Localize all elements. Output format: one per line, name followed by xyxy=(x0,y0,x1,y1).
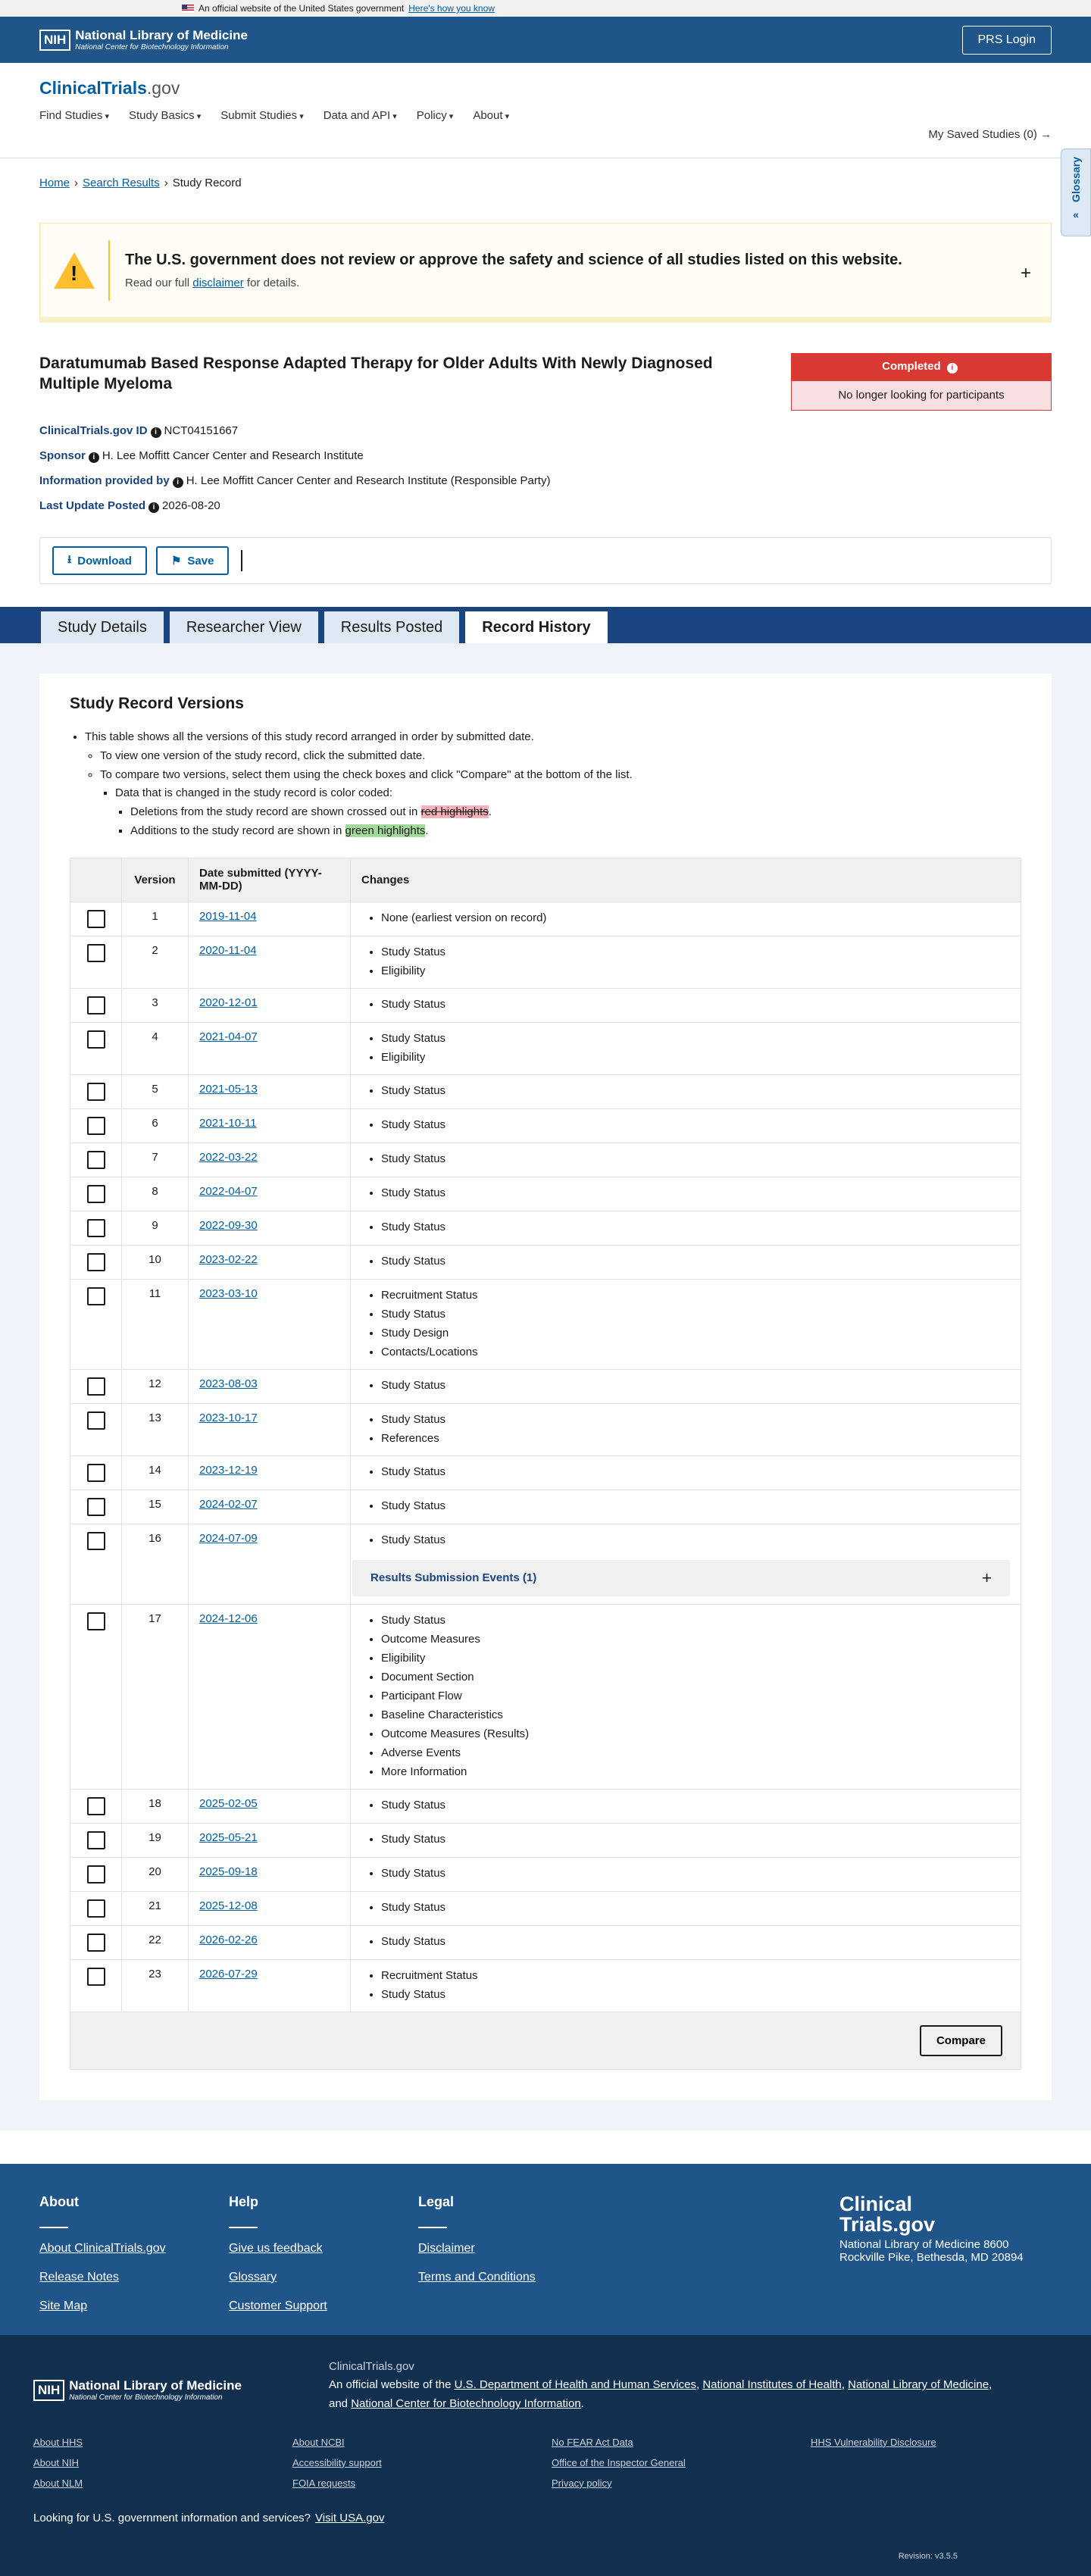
change-item: • Study Status xyxy=(381,1029,1010,1048)
version-number: 5 xyxy=(122,1074,189,1108)
change-item: • Study Status xyxy=(381,1611,1010,1630)
footer-official: ClinicalTrials.gov An official website of the U.S. Department of Health and Human Services, National Institutes of Health, National Library of Medicine, and National Center for Biotechnology Information. xyxy=(329,2359,993,2410)
change-item: • Study Status xyxy=(381,1410,1010,1429)
ncbi-name: National Center for Biotechnology Information xyxy=(75,43,229,52)
versions-intro xyxy=(70,728,1021,841)
usa-gov-link[interactable]: Visit USA.gov xyxy=(315,2511,385,2524)
footer-link[interactable]: Terms and Conditions xyxy=(418,2270,536,2284)
version-number: 6 xyxy=(122,1108,189,1143)
footer-main xyxy=(0,2164,1091,2335)
sponsor-label: Sponsor xyxy=(39,449,86,462)
footer-brand[interactable]: Clinical Trials.gov xyxy=(839,2192,936,2236)
version-checkbox[interactable] xyxy=(87,1532,105,1550)
version-changes xyxy=(351,1455,1021,1490)
footer-link[interactable]: About NLM xyxy=(33,2477,83,2489)
nav-policy[interactable]: Policy ▾ xyxy=(417,109,454,122)
info-icon[interactable]: i xyxy=(947,363,958,374)
table-row xyxy=(70,988,1021,1022)
version-checkbox[interactable] xyxy=(87,1968,105,1986)
intro-item: ◦ To compare two versions, select them using the check boxes and click "Compare" at the bottom of the list. xyxy=(100,766,1021,785)
expand-plus-icon[interactable]: + xyxy=(1020,263,1031,283)
divider xyxy=(241,550,242,571)
change-item: • Study Status xyxy=(381,1985,1010,2004)
warning-icon: ! xyxy=(40,252,108,289)
version-checkbox[interactable] xyxy=(87,1797,105,1815)
change-item: • Study Status xyxy=(381,1252,1010,1271)
site-header xyxy=(0,63,1091,158)
content-area xyxy=(0,643,1091,2131)
intro-item: ▪ Data that is changed in the study record is color coded: xyxy=(115,784,1021,803)
change-item: • Baseline Characteristics xyxy=(381,1705,1010,1724)
table-row xyxy=(70,902,1021,936)
version-date-link[interactable]: 2022-03-22 xyxy=(199,1150,258,1164)
compare-button[interactable]: Compare xyxy=(920,2025,1002,2056)
version-checkbox[interactable] xyxy=(87,1831,105,1849)
version-number: 9 xyxy=(122,1211,189,1245)
version-date-link[interactable]: 2025-05-21 xyxy=(199,1830,258,1844)
table-row xyxy=(70,1074,1021,1108)
info-icon[interactable]: i xyxy=(89,452,99,463)
version-changes xyxy=(351,1022,1021,1074)
version-changes xyxy=(351,902,1021,936)
version-number: 23 xyxy=(122,1959,189,2012)
footer-link[interactable]: No FEAR Act Data xyxy=(552,2436,633,2448)
footer-link[interactable]: Customer Support xyxy=(229,2299,327,2312)
version-checkbox[interactable] xyxy=(87,1287,105,1305)
change-item: • Contacts/Locations xyxy=(381,1343,1010,1361)
version-checkbox[interactable] xyxy=(87,944,105,962)
version-date-link[interactable]: 2022-04-07 xyxy=(199,1184,258,1198)
version-changes xyxy=(351,1524,1021,1604)
footer-link[interactable]: Glossary xyxy=(229,2270,277,2284)
nav-data-api[interactable]: Data and API ▾ xyxy=(324,109,397,122)
change-item: • Study Status xyxy=(381,1081,1010,1100)
version-changes xyxy=(351,988,1021,1022)
change-item: • Study Status xyxy=(381,1796,1010,1815)
version-number: 3 xyxy=(122,988,189,1022)
version-checkbox[interactable] xyxy=(87,1464,105,1482)
footer-link[interactable]: HHS Vulnerability Disclosure xyxy=(811,2436,936,2448)
change-item: • None (earliest version on record) xyxy=(381,908,1010,927)
versions-table xyxy=(70,858,1021,2070)
table-row xyxy=(70,1455,1021,1490)
bookmark-icon: ⚑ xyxy=(170,555,182,567)
table-row xyxy=(70,1108,1021,1143)
version-changes xyxy=(351,1490,1021,1524)
footer-link[interactable]: Disclaimer xyxy=(418,2241,475,2255)
change-item: • Outcome Measures (Results) xyxy=(381,1724,1010,1743)
version-date-link[interactable]: 2024-02-07 xyxy=(199,1497,258,1511)
breadcrumb-current: Study Record xyxy=(172,177,242,189)
change-item: • Study Status xyxy=(381,943,1010,961)
nav-find-studies[interactable]: Find Studies ▾ xyxy=(39,109,109,122)
table-row xyxy=(70,1245,1021,1279)
table-row xyxy=(70,1891,1021,1925)
intro-item: • This table shows all the versions of this study record arranged in order by submitted date. xyxy=(85,728,1021,747)
study-header xyxy=(39,353,1052,411)
version-number: 12 xyxy=(122,1369,189,1403)
saved-studies-link[interactable]: My Saved Studies (0) → xyxy=(928,128,1052,141)
version-changes xyxy=(351,1604,1021,1789)
version-number: 11 xyxy=(122,1279,189,1369)
status-badge: Completed i xyxy=(791,353,1052,380)
chevron-right-icon: › xyxy=(74,177,79,189)
version-date-link[interactable]: 2021-05-13 xyxy=(199,1082,258,1096)
revision: Revision: v3.5.5 xyxy=(898,2551,958,2561)
change-item: • Study Status xyxy=(381,1183,1010,1202)
table-row xyxy=(70,1823,1021,1857)
table-row xyxy=(70,1789,1021,1823)
nlm-link[interactable]: National Library of Medicine xyxy=(848,2378,989,2392)
gov-banner xyxy=(0,0,1091,17)
download-icon: ⭳ xyxy=(67,552,72,566)
version-changes xyxy=(351,1108,1021,1143)
version-changes xyxy=(351,1891,1021,1925)
version-changes xyxy=(351,1857,1021,1891)
footer-link[interactable]: Accessibility support xyxy=(292,2456,382,2468)
version-date-link[interactable]: 2026-02-26 xyxy=(199,1933,258,1946)
footer-about xyxy=(39,2194,229,2335)
double-chevron-left-icon: « xyxy=(1073,208,1079,220)
version-number: 7 xyxy=(122,1143,189,1177)
table-row xyxy=(70,1369,1021,1403)
usa-gov-line: Looking for U.S. government information and services? Visit USA.gov xyxy=(33,2511,385,2524)
version-number: 2 xyxy=(122,936,189,988)
version-changes xyxy=(351,1925,1021,1959)
version-changes xyxy=(351,1959,1021,2012)
heres-how-link[interactable]: Here's how you know xyxy=(408,3,495,14)
version-number: 20 xyxy=(122,1857,189,1891)
intro-deletions: ▪ Deletions from the study record are shown crossed out in red highlights. xyxy=(130,803,1021,822)
breadcrumb-home[interactable]: Home xyxy=(39,177,70,189)
tab-record-history[interactable]: Record History xyxy=(464,610,608,643)
nih-mark: NIH xyxy=(39,30,70,51)
study-tabs xyxy=(0,607,1091,643)
version-date-link[interactable]: 2022-09-30 xyxy=(199,1218,258,1232)
version-checkbox[interactable] xyxy=(87,1185,105,1203)
footer-about-heading: About xyxy=(39,2193,79,2209)
footer-link[interactable]: Give us feedback xyxy=(229,2241,323,2255)
table-row xyxy=(70,1022,1021,1074)
ct-logo[interactable]: ClinicalTrials.gov xyxy=(39,78,180,98)
change-item: • Outcome Measures xyxy=(381,1630,1010,1649)
disclaimer-title: The U.S. government does not review or approve the safety and science of all studies listed on this website. xyxy=(125,251,902,268)
col-version: Version xyxy=(122,858,189,902)
version-checkbox[interactable] xyxy=(87,996,105,1014)
footer-legal xyxy=(418,2194,608,2335)
version-number: 8 xyxy=(122,1177,189,1211)
footer-link[interactable]: Site Map xyxy=(39,2299,88,2312)
sponsor-value: H. Lee Moffitt Cancer Center and Research Institute xyxy=(102,449,364,462)
change-item: • Study Status xyxy=(381,995,1010,1014)
change-item: • Study Status xyxy=(381,1115,1010,1134)
footer-link[interactable]: Office of the Inspector General xyxy=(552,2456,686,2468)
footer-address xyxy=(839,2194,1052,2335)
version-changes xyxy=(351,1823,1021,1857)
version-date-link[interactable]: 2023-08-03 xyxy=(199,1377,258,1390)
nih-bar xyxy=(0,17,1091,63)
table-row xyxy=(70,1177,1021,1211)
version-changes xyxy=(351,936,1021,988)
footer-link[interactable]: About ClinicalTrials.gov xyxy=(39,2241,166,2255)
table-row xyxy=(70,1604,1021,1789)
change-item: • Recruitment Status xyxy=(381,1286,1010,1305)
change-item: • Study Status xyxy=(381,1932,1010,1951)
version-number: 22 xyxy=(122,1925,189,1959)
footer-link xyxy=(811,2478,1070,2489)
hhs-link[interactable]: U.S. Department of Health and Human Services xyxy=(454,2378,696,2392)
glossary-label: Glossary xyxy=(1070,157,1082,202)
version-date-link[interactable]: 2021-04-07 xyxy=(199,1030,258,1043)
change-item: • Eligibility xyxy=(381,961,1010,980)
footer-link xyxy=(811,2457,1070,2468)
disclaimer-text: Read our full disclaimer for details. xyxy=(125,276,300,289)
table-row xyxy=(70,1524,1021,1604)
version-number: 10 xyxy=(122,1245,189,1279)
action-bar xyxy=(39,537,1052,584)
nav-submit-studies[interactable]: Submit Studies ▾ xyxy=(220,109,303,122)
version-changes xyxy=(351,1177,1021,1211)
footer-nih-logo[interactable]: NIH National Library of Medicine National Center for Biotechnology Information xyxy=(33,2367,283,2414)
change-item: • Study Status xyxy=(381,1376,1010,1395)
change-item: • Study Design xyxy=(381,1324,1010,1343)
info-icon[interactable]: i xyxy=(173,477,183,488)
version-date-link[interactable]: 2020-11-04 xyxy=(199,943,257,957)
version-date-link[interactable]: 2019-11-04 xyxy=(199,909,257,923)
main-nav xyxy=(39,109,1052,122)
footer-help xyxy=(229,2194,418,2335)
version-number: 17 xyxy=(122,1604,189,1789)
version-checkbox[interactable] xyxy=(87,1377,105,1396)
results-submission-events[interactable]: Results Submission Events (1) + xyxy=(352,1560,1010,1596)
address-text: National Library of Medicine 8600 Rockville Pike, Bethesda, MD 20894 xyxy=(839,2237,1024,2264)
versions-heading: Study Record Versions xyxy=(70,695,244,712)
version-date-link[interactable]: 2025-02-05 xyxy=(199,1796,258,1810)
version-checkbox[interactable] xyxy=(87,1612,105,1630)
change-item: • Study Status xyxy=(381,1305,1010,1324)
intro-item: ◦ To view one version of the study record, click the submitted date. xyxy=(100,747,1021,766)
nav-about[interactable]: About ▾ xyxy=(473,109,509,122)
version-date-link[interactable]: 2020-12-01 xyxy=(199,996,258,1009)
change-item: • Eligibility xyxy=(381,1649,1010,1668)
tab-researcher-view[interactable]: Researcher View xyxy=(168,610,320,643)
version-changes xyxy=(351,1403,1021,1455)
download-button[interactable]: ⭳ Download xyxy=(52,546,147,575)
us-flag-icon xyxy=(182,5,194,13)
nlm-name: National Library of Medicine xyxy=(75,28,248,42)
version-date-link[interactable]: 2023-02-22 xyxy=(199,1252,258,1266)
glossary-tab[interactable] xyxy=(1061,148,1091,236)
version-number: 21 xyxy=(122,1891,189,1925)
change-item: • Study Status xyxy=(381,1864,1010,1883)
version-changes xyxy=(351,1211,1021,1245)
version-number: 4 xyxy=(122,1022,189,1074)
version-checkbox[interactable] xyxy=(87,1411,105,1430)
change-item: • Study Status xyxy=(381,1462,1010,1481)
footer-links-grid xyxy=(33,2437,1058,2489)
version-checkbox[interactable] xyxy=(87,1253,105,1271)
change-item: • Participant Flow xyxy=(381,1687,1010,1705)
last-update-value: 2026-08-20 xyxy=(162,499,220,512)
disclaimer-alert xyxy=(39,223,1052,323)
version-date-link[interactable]: 2026-07-29 xyxy=(199,1967,258,1980)
table-row xyxy=(70,1403,1021,1455)
version-date-link[interactable]: 2025-12-08 xyxy=(199,1899,258,1912)
version-changes xyxy=(351,1245,1021,1279)
col-date: Date submitted (YYYY-MM-DD) xyxy=(189,858,351,902)
arrow-right-icon: → xyxy=(1040,128,1052,141)
change-item: • Study Status xyxy=(381,1830,1010,1849)
plus-icon: + xyxy=(982,1568,992,1587)
change-item: • Eligibility xyxy=(381,1048,1010,1067)
footer-link[interactable]: About HHS xyxy=(33,2436,83,2448)
nav-study-basics[interactable]: Study Basics ▾ xyxy=(129,109,201,122)
change-item: • Study Status xyxy=(381,1898,1010,1917)
change-item: • Recruitment Status xyxy=(381,1966,1010,1985)
col-changes: Changes xyxy=(351,858,1021,902)
table-row xyxy=(70,1959,1021,2012)
change-item: • Study Status xyxy=(381,1218,1010,1236)
version-checkbox[interactable] xyxy=(87,1083,105,1101)
footer-link[interactable]: About NIH xyxy=(33,2456,79,2468)
table-row xyxy=(70,1143,1021,1177)
version-date-link[interactable]: 2023-03-10 xyxy=(199,1286,258,1300)
info-icon[interactable]: i xyxy=(151,427,161,438)
footer-link[interactable]: About NCBI xyxy=(292,2436,345,2448)
table-row xyxy=(70,1925,1021,1959)
recruiting-status: No longer looking for participants xyxy=(791,380,1052,411)
version-checkbox[interactable] xyxy=(87,1865,105,1884)
version-checkbox[interactable] xyxy=(87,1498,105,1516)
breadcrumb xyxy=(0,158,1091,208)
change-item: • More Information xyxy=(381,1762,1010,1781)
table-row xyxy=(70,936,1021,988)
table-row xyxy=(70,1490,1021,1524)
last-update-label: Last Update Posted xyxy=(39,499,146,512)
version-changes xyxy=(351,1143,1021,1177)
footer-help-heading: Help xyxy=(229,2193,259,2209)
info-icon[interactable]: i xyxy=(148,502,159,513)
change-item: • Document Section xyxy=(381,1668,1010,1687)
prs-login-button[interactable]: PRS Login xyxy=(962,26,1052,55)
version-changes xyxy=(351,1369,1021,1403)
version-number: 16 xyxy=(122,1524,189,1604)
ncbi-link[interactable]: National Center for Biotechnology Information xyxy=(351,2397,581,2410)
version-date-link[interactable]: 2025-09-18 xyxy=(199,1865,258,1878)
save-button[interactable]: ⚑ Save xyxy=(156,546,230,575)
version-number: 15 xyxy=(122,1490,189,1524)
version-number: 19 xyxy=(122,1823,189,1857)
version-date-link[interactable]: 2023-12-19 xyxy=(199,1463,258,1477)
version-date-link[interactable]: 2023-10-17 xyxy=(199,1411,258,1424)
version-number: 14 xyxy=(122,1455,189,1490)
nih-link[interactable]: National Institutes of Health xyxy=(702,2378,842,2392)
version-checkbox[interactable] xyxy=(87,1899,105,1918)
version-number: 18 xyxy=(122,1789,189,1823)
version-changes xyxy=(351,1789,1021,1823)
tab-study-details[interactable]: Study Details xyxy=(39,610,165,643)
study-meta xyxy=(39,424,1052,513)
change-item: • Study Status xyxy=(381,1496,1010,1515)
change-item: • References xyxy=(381,1429,1010,1448)
version-date-link[interactable]: 2021-10-11 xyxy=(199,1116,257,1130)
gov-banner-text: An official website of the United States government xyxy=(199,3,405,14)
version-checkbox[interactable] xyxy=(87,1117,105,1135)
version-checkbox[interactable] xyxy=(87,1219,105,1237)
version-checkbox[interactable] xyxy=(87,1030,105,1049)
version-number: 1 xyxy=(122,902,189,936)
versions-panel xyxy=(39,674,1052,2100)
table-row xyxy=(70,1211,1021,1245)
version-changes xyxy=(351,1074,1021,1108)
col-select xyxy=(70,858,122,902)
change-item: • Adverse Events xyxy=(381,1743,1010,1762)
version-checkbox[interactable] xyxy=(87,1934,105,1952)
version-number: 13 xyxy=(122,1403,189,1455)
breadcrumb-search-results[interactable]: Search Results xyxy=(83,177,160,189)
status-box xyxy=(791,353,1052,411)
chevron-right-icon: › xyxy=(164,177,168,189)
tab-results-posted[interactable]: Results Posted xyxy=(323,610,461,643)
footer-nlm xyxy=(0,2335,1091,2576)
table-row xyxy=(70,1279,1021,1369)
study-title: Daratumumab Based Response Adapted Therapy for Older Adults With Newly Diagnosed Multiple Myeloma xyxy=(39,355,713,393)
version-checkbox[interactable] xyxy=(87,1151,105,1169)
version-checkbox[interactable] xyxy=(87,910,105,928)
info-provided-label: Information provided by xyxy=(39,474,170,487)
table-row xyxy=(70,1857,1021,1891)
intro-additions: ▪ Additions to the study record are shown in green highlights. xyxy=(130,822,1021,841)
version-changes xyxy=(351,1279,1021,1369)
footer-link[interactable]: Privacy policy xyxy=(552,2477,612,2489)
version-date-link[interactable]: 2024-12-06 xyxy=(199,1612,258,1625)
info-provided-value: H. Lee Moffitt Cancer Center and Research Institute (Responsible Party) xyxy=(186,474,551,487)
footer-link[interactable]: Release Notes xyxy=(39,2270,119,2284)
change-item: • Study Status xyxy=(381,1530,1010,1549)
nih-logo[interactable] xyxy=(39,28,248,52)
footer-legal-heading: Legal xyxy=(418,2193,455,2209)
id-label: ClinicalTrials.gov ID xyxy=(39,424,148,437)
disclaimer-link[interactable]: disclaimer xyxy=(192,276,244,289)
footer-link[interactable]: FOIA requests xyxy=(292,2477,356,2489)
change-item: • Study Status xyxy=(381,1149,1010,1168)
version-date-link[interactable]: 2024-07-09 xyxy=(199,1531,258,1545)
nct-id: NCT04151667 xyxy=(164,424,239,437)
